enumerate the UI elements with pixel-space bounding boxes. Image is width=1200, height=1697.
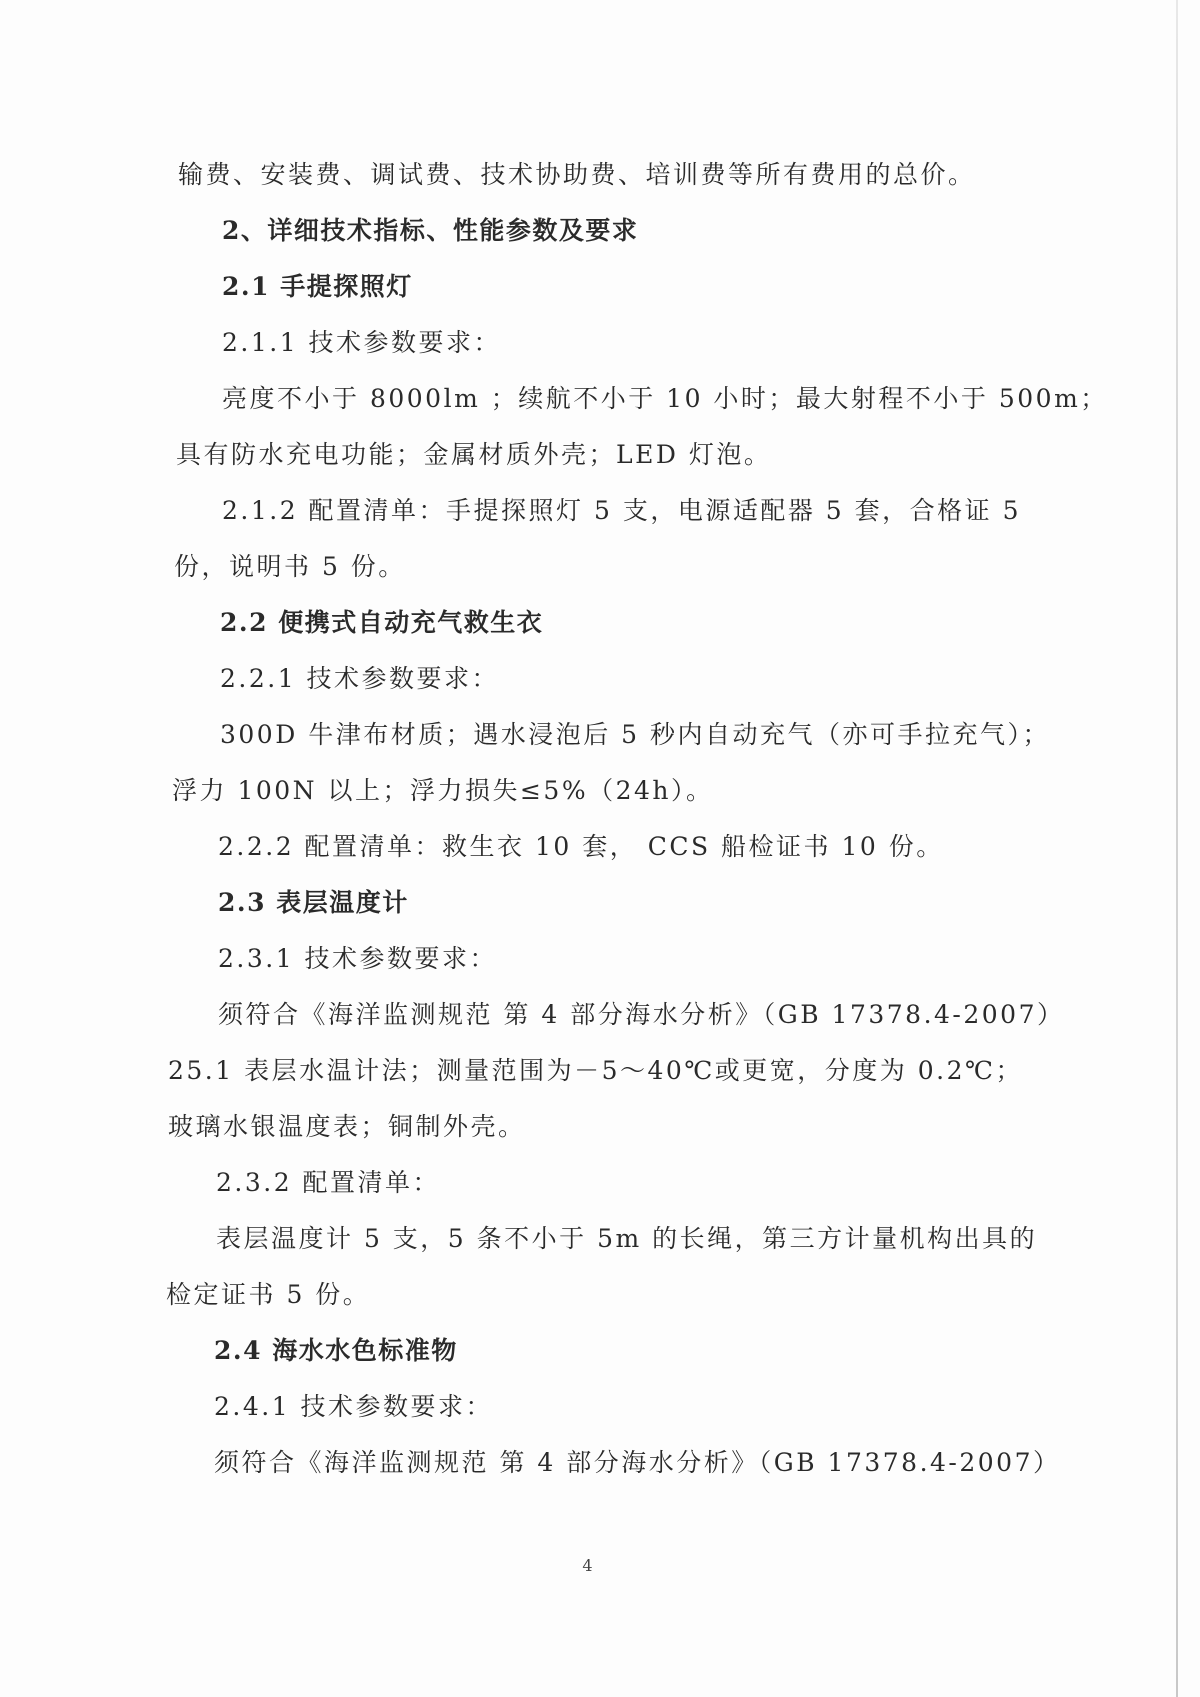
- body-text-line: 须符合《海洋监测规范 第 4 部分海水分析》（GB 17378.4-2007）: [214, 1448, 1061, 1477]
- subsection-heading: 2.1 手提探照灯: [222, 272, 413, 301]
- body-text-line: 亮度不小于 8000lm ；续航不小于 10 小时；最大射程不小于 500m；: [222, 384, 1108, 413]
- subsection-heading: 2.2 便携式自动充气救生衣: [220, 608, 544, 637]
- clause-heading: 2.1.1 技术参数要求：: [222, 328, 502, 357]
- clause-heading: 2.4.1 技术参数要求：: [214, 1392, 494, 1421]
- body-text-line: 300D 牛津布材质；遇水浸泡后 5 秒内自动充气（亦可手拉充气）；: [220, 720, 1051, 749]
- clause-heading: 2.3.1 技术参数要求：: [218, 944, 498, 973]
- body-text-line: 表层温度计 5 支，5 条不小于 5m 的长绳，第三方计量机构出具的: [216, 1224, 1038, 1253]
- clause-heading: 2.3.2 配置清单：: [216, 1168, 441, 1197]
- body-text-line: 具有防水充电功能；金属材质外壳；LED 灯泡。: [176, 440, 772, 469]
- body-text-line: 份，说明书 5 份。: [174, 552, 406, 581]
- page-number: 4: [582, 1556, 593, 1575]
- body-text-line: 检定证书 5 份。: [166, 1280, 371, 1309]
- subsection-heading: 2.3 表层温度计: [218, 888, 409, 917]
- section-heading: 2、详细技术指标、性能参数及要求: [222, 216, 639, 245]
- subsection-heading: 2.4 海水水色标准物: [214, 1336, 458, 1365]
- body-text-line: 2.2.2 配置清单：救生衣 10 套， CCS 船检证书 10 份。: [218, 832, 944, 861]
- body-text-line: 玻璃水银温度表；铜制外壳。: [168, 1112, 526, 1141]
- body-text-line: 25.1 表层水温计法；测量范围为－5～40℃或更宽，分度为 0.2℃；: [168, 1056, 1023, 1085]
- body-text-line: 输费、安装费、调试费、技术协助费、培训费等所有费用的总价。: [178, 160, 976, 189]
- body-text-line: 浮力 100N 以上；浮力损失≤5%（24h）。: [172, 776, 714, 805]
- body-text-line: 须符合《海洋监测规范 第 4 部分海水分析》（GB 17378.4-2007）: [218, 1000, 1065, 1029]
- clause-heading: 2.2.1 技术参数要求：: [220, 664, 500, 693]
- scan-edge-line: [1176, 0, 1178, 1697]
- body-text-line: 2.1.2 配置清单：手提探照灯 5 支，电源适配器 5 套，合格证 5: [222, 496, 1022, 525]
